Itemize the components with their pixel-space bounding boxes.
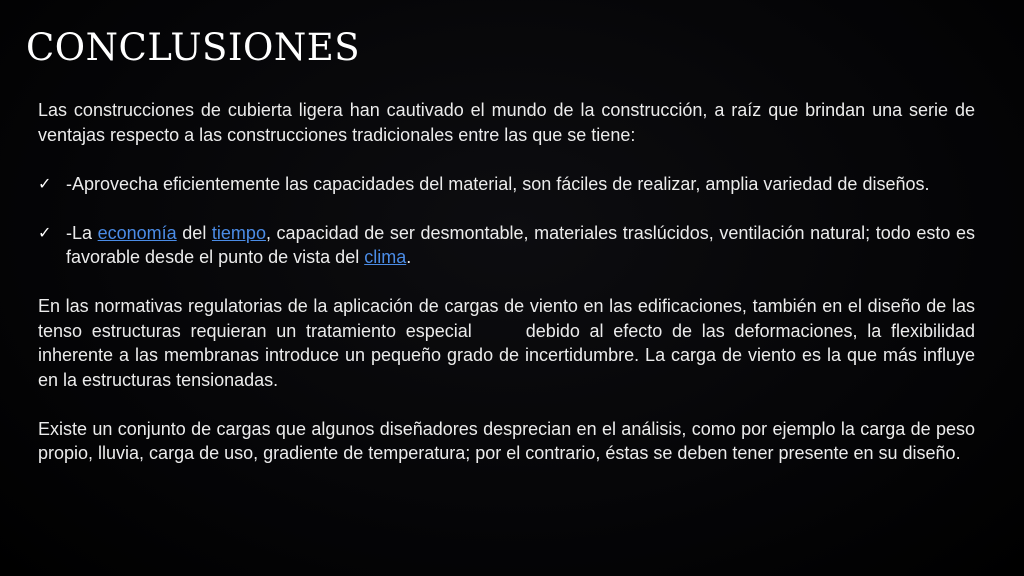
loads-paragraph: Existe un conjunto de cargas que algunos diseñadores desprecian en el análisis, como por ejemplo la carga de peso propio, lluvia, carga de uso, gradiente de temperatura; por el contrario, éstas se deben tener presente en su diseño. <box>38 418 975 463</box>
bullet-text-part: -La <box>66 222 98 243</box>
slide-title: CONCLUSIONES <box>26 26 361 69</box>
wind-loads-paragraph <box>38 294 975 392</box>
wind-paragraph-part-a: En las normativas regulatorias de la aplicación de cargas de viento en las edificaciones, también en el diseño de las tenso estructuras requieran un tratamiento especial <box>38 296 975 341</box>
link-economia[interactable]: economía <box>97 222 177 243</box>
check-icon: ✓ <box>38 222 52 242</box>
bullet-item-2 <box>38 221 975 270</box>
bullet-text-part: del <box>176 222 212 243</box>
intro-paragraph: Las construcciones de cubierta ligera han cautivado el mundo de la construcción, a raíz que brindan una serie de ventajas respecto a las construcciones tradicionales entre las que se tiene: <box>38 100 975 145</box>
bullet-item-1 <box>38 172 975 197</box>
slide-body <box>38 98 975 466</box>
link-tiempo[interactable]: tiempo <box>211 222 266 243</box>
bullet-text-1: -Aprovecha eficientemente las capacidades del material, son fáciles de realizar, amplia variedad de diseños. <box>66 173 930 194</box>
wind-paragraph-part-b: debido al efecto de las deformaciones, la flexibilidad inherente a las membranas introduce un pequeño grado de incertidumbre. La carga de viento es la que más influye en la estructuras tensionadas. <box>38 320 975 390</box>
link-clima[interactable]: clima <box>364 247 407 267</box>
bullet-text-part: , capacidad de ser desmontable, materiales traslúcidos, ventilación natural; todo esto es favorable desde el punto de vista del <box>66 222 975 267</box>
bullet-text-part: . <box>406 247 412 267</box>
check-icon: ✓ <box>38 173 52 193</box>
bullet-text-2 <box>66 221 975 270</box>
